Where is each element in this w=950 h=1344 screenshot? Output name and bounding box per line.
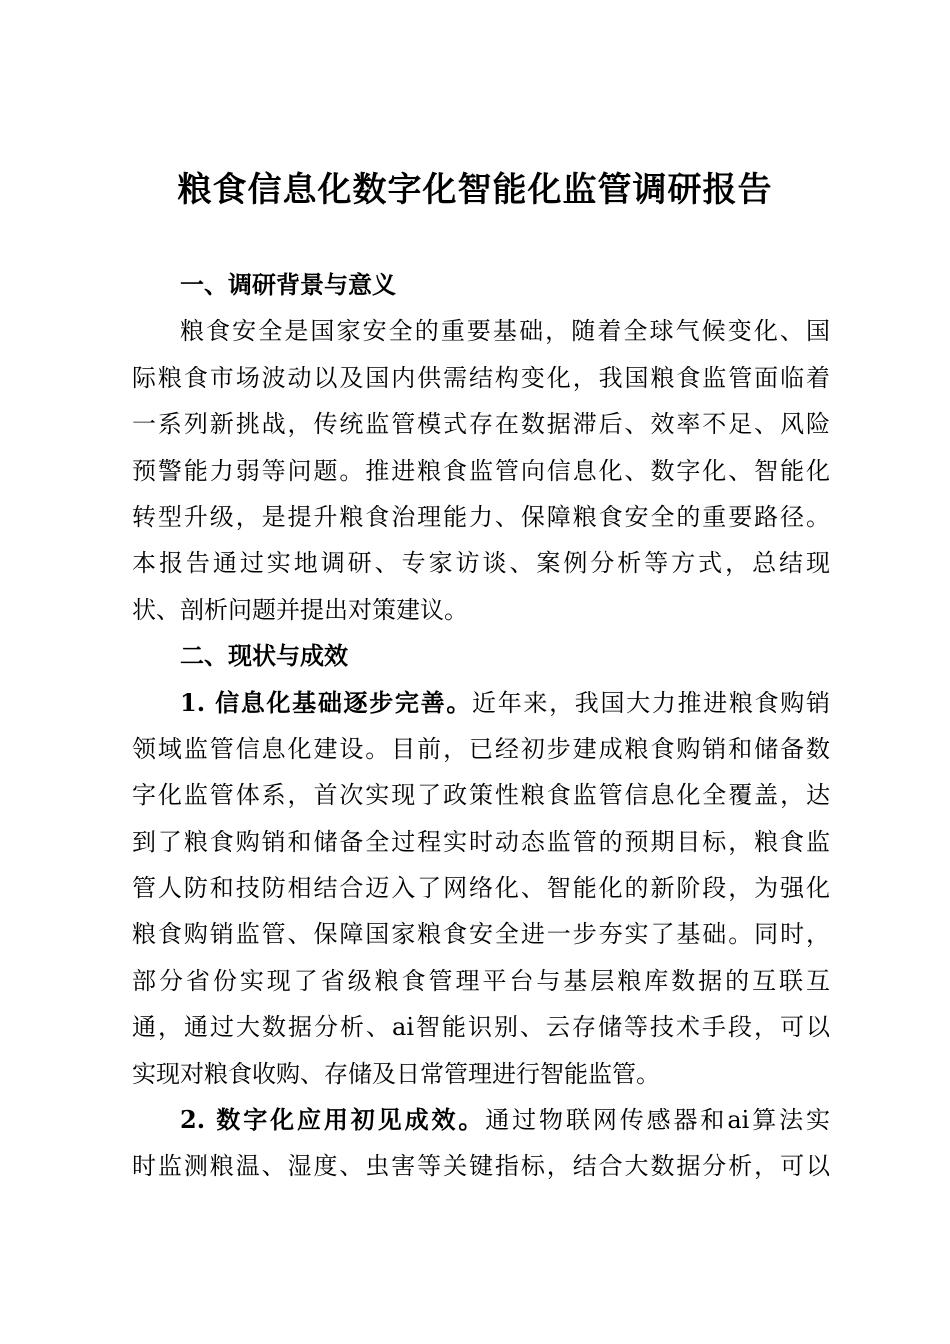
document-title: 粮食信息化数字化智能化监管调研报告 <box>177 170 773 210</box>
paragraph-line: 实现对粮食收购、存储及日常管理进行智能监管。 <box>132 1059 660 1088</box>
section-heading: 二、现状与成效 <box>180 641 348 671</box>
document-body <box>132 262 830 1190</box>
paragraph-line: 管人防和技防相结合迈入了网络化、智能化的新阶段，为强化 <box>132 874 830 903</box>
paragraph-line: 时监测粮温、湿度、虫害等关键指标，结合大数据分析，可以 <box>132 1152 830 1181</box>
item-text: 近年来，我国大力推进粮食购销 <box>472 688 830 717</box>
paragraph-line: 状、剖析问题并提出对策建议。 <box>132 595 468 624</box>
paragraph-line: 粮食安全是国家安全的重要基础，随着全球气候变化、国 <box>180 317 830 346</box>
item-lead: 2. 数字化应用初见成效。 <box>180 1105 486 1135</box>
paragraph-line: 粮食购销监管、保障国家粮食安全进一步夯实了基础。同时， <box>132 920 830 949</box>
item-text: 通过物联网传感器和ai算法实 <box>485 1106 830 1135</box>
paragraph-line: 领域监管信息化建设。目前，已经初步建成粮食购销和储备数 <box>132 734 830 763</box>
paragraph-line: 到了粮食购销和储备全过程实时动态监管的预期目标，粮食监 <box>132 827 830 856</box>
paragraph-line: 通，通过大数据分析、ai智能识别、云存储等技术手段，可以 <box>132 1013 830 1042</box>
paragraph-line: 一系列新挑战，传统监管模式存在数据滞后、效率不足、风险 <box>132 410 830 439</box>
paragraph-line: 转型升级，是提升粮食治理能力、保障粮食安全的重要路径。 <box>132 502 830 531</box>
item-first-line <box>132 680 830 726</box>
paragraph-line: 本报告通过实地调研、专家访谈、案例分析等方式，总结现 <box>132 549 830 578</box>
section-heading: 一、调研背景与意义 <box>180 270 396 299</box>
item-lead: 1. 信息化基础逐步完善。 <box>180 687 473 717</box>
paragraph-line: 字化监管体系，首次实现了政策性粮食监管信息化全覆盖，达 <box>132 781 830 810</box>
paragraph-line: 际粮食市场波动以及国内供需结构变化，我国粮食监管面临着 <box>132 363 830 392</box>
paragraph-line: 预警能力弱等问题。推进粮食监管向信息化、数字化、智能化 <box>132 456 830 485</box>
paragraph-line: 部分省份实现了省级粮食管理平台与基层粮库数据的互联互 <box>132 966 830 995</box>
item-first-line <box>132 1097 830 1143</box>
